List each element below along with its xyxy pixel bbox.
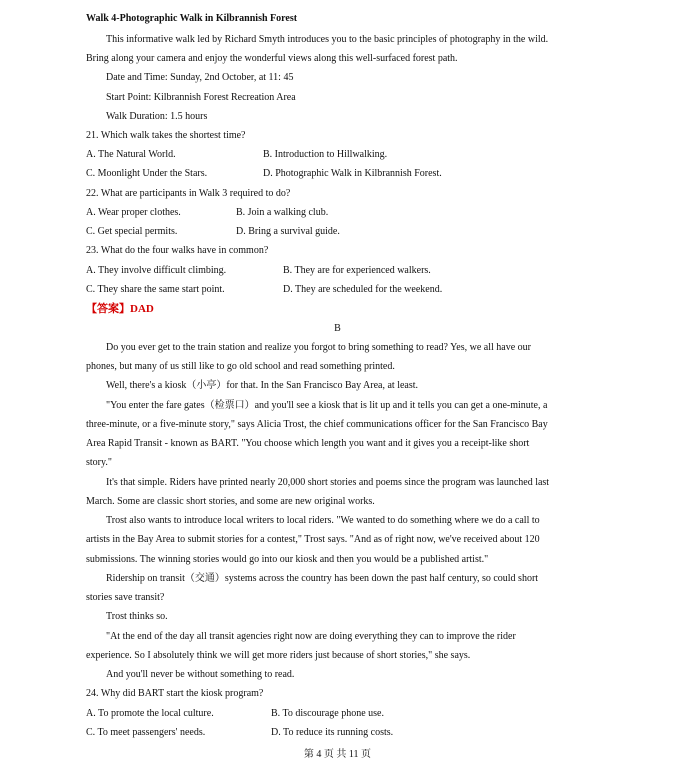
question-22-option-c: C. Get special permits. — [86, 226, 178, 237]
walk4-body-line-1: This informative walk led by Richard Smyth introduces you to the basic principles of photography in the wild. — [106, 34, 549, 45]
passage-line: phones, but many of us still like to go old school and read something printed. — [86, 361, 395, 372]
question-22-option-d: D. Bring a survival guide. — [236, 226, 340, 237]
question-21-stem: 21. Which walk takes the shortest time? — [86, 130, 246, 141]
passage-line: And you'll never be without something to read. — [106, 669, 295, 680]
passage-line: Trost thinks so. — [106, 611, 168, 622]
passage-line: experience. So I absolutely think we will get more riders just because of short stories," she says. — [86, 650, 471, 661]
question-24-option-b: B. To discourage phone use. — [271, 708, 384, 719]
question-21-option-b: B. Introduction to Hillwalking. — [263, 149, 388, 160]
passage-line: Trost also wants to introduce local writers to local riders. "We wanted to do something where we do a call to — [106, 515, 540, 526]
answer-key: 【答案】DAD — [86, 303, 154, 315]
question-24-option-d: D. To reduce its running costs. — [271, 727, 394, 738]
passage-line: Area Rapid Transit - known as BART. "You choose which length you want and it gives you a receipt-like short — [86, 438, 530, 449]
passage-line: stories save transit? — [86, 592, 165, 603]
passage-line: Ridership on transit（交通）systems across the country has been down the past half century, so could short — [106, 573, 539, 584]
question-22-option-a: A. Wear proper clothes. — [86, 207, 181, 218]
passage-line: It's that simple. Riders have printed nearly 20,000 short stories and poems since the program was launched last — [106, 477, 550, 488]
question-21-option-a: A. The Natural World. — [86, 149, 176, 160]
passage-line: "At the end of the day all transit agencies right now are doing everything they can to improve the rider — [106, 631, 516, 642]
question-23-option-d: D. They are scheduled for the weekend. — [283, 284, 443, 295]
walk4-date: Date and Time: Sunday, 2nd October, at 11: 45 — [106, 72, 294, 83]
page-number-footer: 第 4 页 共 11 页 — [303, 749, 372, 760]
question-22-option-b: B. Join a walking club. — [236, 207, 329, 218]
question-21-option-d: D. Photographic Walk in Kilbrannish Forest. — [263, 168, 442, 179]
question-24-option-a: A. To promote the local culture. — [86, 708, 214, 719]
question-23-option-c: C. They share the same start point. — [86, 284, 225, 295]
passage-line: Well, there's a kiosk（小亭）for that. In the San Francisco Bay Area, at least. — [106, 380, 419, 391]
section-b-heading: B — [334, 323, 341, 334]
passage-line: artists in the Bay Area to submit stories for a contest," Trost says. "And as of right now, we've received about 120 — [86, 534, 540, 545]
walk4-start-point: Start Point: Kilbrannish Forest Recreation Area — [106, 92, 296, 103]
question-21-option-c: C. Moonlight Under the Stars. — [86, 168, 208, 179]
question-23-option-b: B. They are for experienced walkers. — [283, 265, 431, 276]
passage-line: March. Some are classic short stories, and some are new original works. — [86, 496, 375, 507]
walk4-body-line-2: Bring along your camera and enjoy the wonderful views along this well-surfaced forest path. — [86, 53, 458, 64]
passage-line: Do you ever get to the train station and realize you forgot to bring something to read? Yes, we all have our — [106, 342, 531, 353]
question-23-stem: 23. What do the four walks have in common? — [86, 245, 269, 256]
passage-line: "You enter the fare gates（检票口）and you'll see a kiosk that is lit up and it tells you can get a one-minute, a — [106, 400, 548, 411]
question-23-option-a: A. They involve difficult climbing. — [86, 265, 227, 276]
passage-line: three-minute, or a five-minute story," says Alicia Trost, the chief communications officer for the San Francisco Bay — [86, 419, 548, 430]
question-22-stem: 22. What are participants in Walk 3 required to do? — [86, 188, 291, 199]
question-24-stem: 24. Why did BART start the kiosk program? — [86, 688, 264, 699]
walk4-duration: Walk Duration: 1.5 hours — [106, 111, 208, 122]
question-24-option-c: C. To meet passengers' needs. — [86, 727, 206, 738]
passage-line: submissions. The winning stories would go into our kiosk and then you would be a published artist." — [86, 554, 489, 565]
passage-line: story." — [86, 457, 112, 468]
walk4-title: Walk 4-Photographic Walk in Kilbrannish Forest — [86, 13, 298, 24]
